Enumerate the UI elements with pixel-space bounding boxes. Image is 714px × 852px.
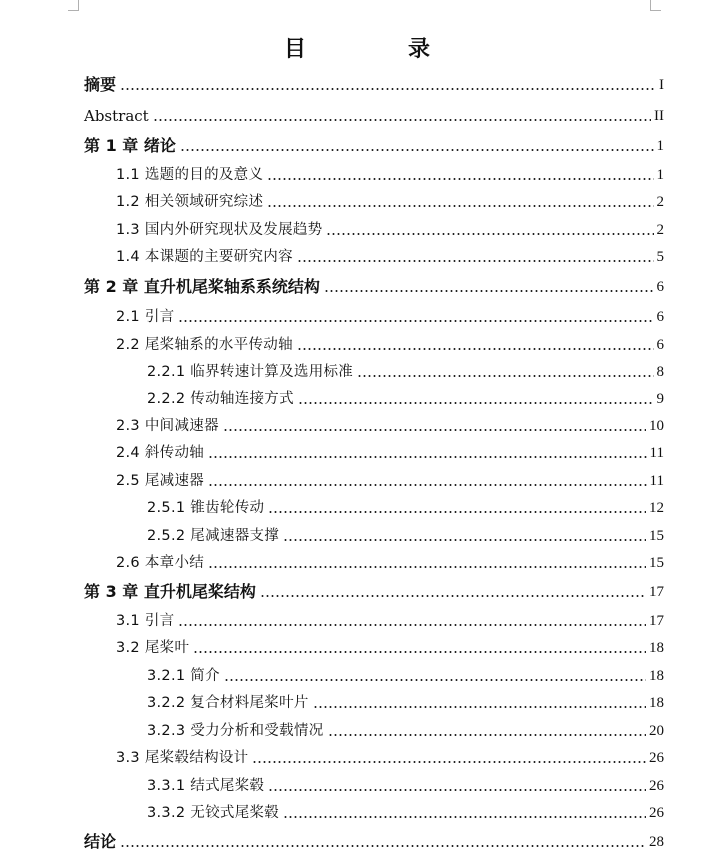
toc-entry[interactable] bbox=[147, 387, 664, 409]
toc-entry-page-number: 12 bbox=[649, 500, 664, 516]
dot-leader bbox=[260, 595, 646, 597]
toc-entry-page-number: 26 bbox=[649, 750, 664, 766]
toc-entry-label: 3.2.1 简介 bbox=[147, 668, 220, 684]
toc-entry[interactable] bbox=[147, 801, 664, 823]
toc-entry-label: 2.2 尾桨轴系的水平传动轴 bbox=[116, 337, 293, 353]
dot-leader bbox=[267, 205, 653, 207]
toc-entry-page-number: 1 bbox=[656, 167, 664, 183]
toc-entry-page-number: 11 bbox=[649, 445, 664, 461]
dot-leader bbox=[328, 734, 646, 736]
toc-entry-page-number: 26 bbox=[649, 805, 664, 821]
dot-leader bbox=[297, 260, 654, 262]
dot-leader bbox=[267, 178, 653, 180]
toc-entry[interactable] bbox=[116, 636, 664, 658]
toc-entry-page-number: 2 bbox=[656, 222, 664, 238]
toc-entry-page-number: 15 bbox=[649, 555, 664, 571]
toc-entry-page-number: I bbox=[659, 77, 664, 93]
toc-entry-label: 2.5 尾减速器 bbox=[116, 473, 205, 489]
toc-entry-label: 2.4 斜传动轴 bbox=[116, 445, 205, 461]
dot-leader bbox=[283, 539, 646, 541]
toc-entry-page-number: 5 bbox=[656, 249, 664, 265]
toc-entry[interactable] bbox=[147, 360, 664, 382]
toc-entry[interactable] bbox=[84, 134, 664, 156]
toc-entry-label: 摘要 bbox=[84, 75, 117, 94]
toc-entry[interactable] bbox=[116, 190, 664, 212]
toc-entry[interactable] bbox=[84, 275, 664, 297]
toc-entry-label: 3.3.1 结式尾桨毂 bbox=[147, 778, 265, 794]
toc-entry-page-number: 17 bbox=[649, 613, 664, 629]
toc-entry[interactable] bbox=[84, 73, 664, 95]
toc-entry-page-number: 18 bbox=[649, 695, 664, 711]
toc-entry-label: 第 1 章 绪论 bbox=[84, 136, 176, 155]
dot-leader bbox=[268, 789, 646, 791]
toc-entry[interactable] bbox=[116, 469, 664, 491]
dot-leader bbox=[208, 566, 646, 568]
toc-entry-label: 3.1 引言 bbox=[116, 613, 175, 629]
toc-entry-page-number: 6 bbox=[656, 337, 664, 353]
toc-entry-label: 2.2.1 临界转速计算及选用标准 bbox=[147, 364, 354, 380]
toc-entry[interactable] bbox=[147, 774, 664, 796]
toc-entry-page-number: 1 bbox=[656, 138, 664, 154]
toc-entry-label: 3.2.2 复合材料尾桨叶片 bbox=[147, 695, 309, 711]
toc-entry[interactable] bbox=[116, 441, 664, 463]
toc-entry-label: 第 2 章 直升机尾桨轴系系统结构 bbox=[84, 277, 320, 296]
toc-entry-page-number: 6 bbox=[656, 279, 664, 295]
toc-entry[interactable] bbox=[147, 691, 664, 713]
toc-entry-page-number: 8 bbox=[656, 364, 664, 380]
dot-leader bbox=[223, 429, 646, 431]
dot-leader bbox=[283, 816, 646, 818]
dot-leader bbox=[298, 402, 654, 404]
toc-entry[interactable] bbox=[147, 524, 664, 546]
page-corner-mark-left bbox=[68, 0, 79, 11]
dot-leader bbox=[180, 149, 654, 151]
toc-entry-label: 第 3 章 直升机尾桨结构 bbox=[84, 582, 256, 601]
toc-entry-page-number: 20 bbox=[649, 723, 664, 739]
toc-entry-label: 3.2 尾桨叶 bbox=[116, 640, 190, 656]
dot-leader bbox=[193, 651, 646, 653]
toc-entry[interactable] bbox=[116, 414, 664, 436]
toc-entry[interactable] bbox=[116, 551, 664, 573]
toc-entry-page-number: 18 bbox=[649, 640, 664, 656]
dot-leader bbox=[252, 761, 646, 763]
dot-leader bbox=[357, 375, 653, 377]
toc-entry-page-number: 26 bbox=[649, 778, 664, 794]
dot-leader bbox=[153, 119, 651, 121]
dot-leader bbox=[208, 456, 646, 458]
toc-entry[interactable] bbox=[147, 496, 664, 518]
dot-leader bbox=[224, 679, 646, 681]
toc-entry[interactable] bbox=[147, 664, 664, 686]
toc-entry-label: 3.3 尾桨毂结构设计 bbox=[116, 750, 249, 766]
toc-entry-label: 1.3 国内外研究现状及发展趋势 bbox=[116, 222, 323, 238]
toc-entry-label: Abstract bbox=[84, 107, 149, 125]
toc-entry-label: 1.4 本课题的主要研究内容 bbox=[116, 249, 293, 265]
toc-entry-label: 3.3.2 无铰式尾桨毂 bbox=[147, 805, 280, 821]
toc-entry-label: 2.2.2 传动轴连接方式 bbox=[147, 391, 294, 407]
page-corner-mark-right bbox=[650, 0, 661, 11]
toc-entry-label: 2.5.1 锥齿轮传动 bbox=[147, 500, 265, 516]
toc-entry[interactable] bbox=[116, 305, 664, 327]
dot-leader bbox=[178, 624, 646, 626]
toc-entry-page-number: 28 bbox=[649, 834, 664, 850]
dot-leader bbox=[326, 233, 653, 235]
toc-entry[interactable] bbox=[116, 609, 664, 631]
toc-entry-page-number: 18 bbox=[649, 668, 664, 684]
toc-entry[interactable] bbox=[116, 333, 664, 355]
toc-title: 目 录 bbox=[283, 37, 470, 62]
toc-entry-page-number: 9 bbox=[656, 391, 664, 407]
toc-entry[interactable] bbox=[84, 580, 664, 602]
toc-entry-label: 2.3 中间减速器 bbox=[116, 418, 219, 434]
toc-entry[interactable] bbox=[84, 104, 664, 126]
dot-leader bbox=[324, 290, 654, 292]
toc-entry-page-number: II bbox=[654, 108, 664, 124]
toc-entry[interactable] bbox=[116, 218, 664, 240]
dot-leader bbox=[178, 320, 653, 322]
toc-entry-label: 3.2.3 受力分析和受载情况 bbox=[147, 723, 324, 739]
dot-leader bbox=[120, 88, 656, 90]
toc-entry-label: 1.1 选题的目的及意义 bbox=[116, 167, 264, 183]
toc-entry-label: 2.6 本章小结 bbox=[116, 555, 205, 571]
toc-entry-page-number: 10 bbox=[649, 418, 664, 434]
dot-leader bbox=[313, 706, 646, 708]
toc-entry-page-number: 6 bbox=[656, 309, 664, 325]
toc-entry-page-number: 17 bbox=[649, 584, 664, 600]
dot-leader bbox=[297, 348, 654, 350]
toc-entry-page-number: 15 bbox=[649, 528, 664, 544]
dot-leader bbox=[268, 511, 646, 513]
toc-entry[interactable] bbox=[116, 163, 664, 185]
toc-entry-page-number: 11 bbox=[649, 473, 664, 489]
dot-leader bbox=[208, 484, 646, 486]
toc-entry-label: 2.1 引言 bbox=[116, 309, 175, 325]
toc-entry-label: 2.5.2 尾减速器支撑 bbox=[147, 528, 280, 544]
toc-entry[interactable] bbox=[147, 719, 664, 741]
toc-entry[interactable] bbox=[116, 746, 664, 768]
toc-entry-label: 结论 bbox=[84, 832, 117, 851]
toc-entry-page-number: 2 bbox=[656, 194, 664, 210]
toc-entry-label: 1.2 相关领域研究综述 bbox=[116, 194, 264, 210]
toc-entry[interactable] bbox=[116, 245, 664, 267]
dot-leader bbox=[120, 845, 646, 847]
